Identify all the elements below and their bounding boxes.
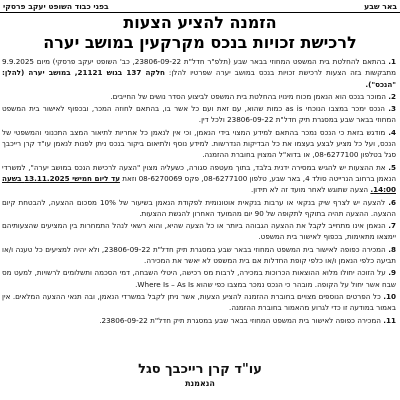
paragraph-text: בהתאם להחלטת בית המשפט המחוזי בבאר שבע (תלפ"ר חדל"ת 23806-09-22, כב' השופט יעקב פרסקי) מיום 9.9.2025 מתבקשות בזה הצעות לרכישת זכויות בנכס במושב יערה שפרטיו להלן:: [2, 57, 396, 78]
paragraph-number: 10.: [383, 291, 396, 301]
paragraph-number: 9.: [388, 268, 396, 278]
paragraph-number: 4.: [388, 127, 396, 137]
paragraph-text: להצעה יש לצרף שיק בנקאי או ערבות בנקאית אוטונומית לפקודת הנאמן בשיעור של 10% מסכום ההצעה, להבטחת קיום ההצעה. ההצעה תהיה בתוקף לתקופה של 90 יום מהמועד האחרון להגשת ההצעות.: [2, 197, 396, 218]
paragraph-4: [2, 127, 396, 161]
paragraph-number: 1.: [388, 57, 396, 66]
paragraph-text: המוכר בנכס הוא הנאמן מכוח מינויו בהחלטת בית המשפט לביצוע הסדר נושים של החייבים.: [110, 91, 386, 101]
paragraph-number: 6.: [388, 197, 396, 207]
paragraph-text-tail: הצעה שתוגש לאחר מועד זה לא תידון.: [250, 185, 369, 195]
paragraph-text: מודגש בזאת כי הנכס נמכר בהתאם למידע המצוי בידי הנאמן, וכי אין לנאמן כל אחריות לתיאור המצב התכנוני והמשפטי של הנכס, ועל כל מציע לבצע בעצמו את כל הבדיקות הנדרשות. למידע נוסף ולתיאום ביקור בנכס ניתן לפנות לנאמן עו"ד קרן רייכבך סגל בטלפון 08-6277100, או בדוא"ל המצוין בחוברת ההזמנה.: [2, 127, 396, 160]
paragraph-number: 11.: [383, 315, 396, 325]
header-bar: [0, 0, 400, 12]
paragraph-text: כל הפרטים הנוספים מצויים בחוברת ההזמנה להציע הצעות, אשר ניתן לקבל במשרדי הנאמן, ובה תנאי ההצעה המלאים. אין באמור במודעה זו כדי לגרוע מהאמור בחוברת ההזמנה.: [2, 291, 396, 313]
property-details: חלקה 137 בגוש 21121, במושב יערה (להלן: "הנכס").: [2, 68, 396, 89]
paragraph-number: 8.: [388, 244, 396, 254]
paragraph-number: 2.: [388, 91, 396, 101]
paragraph-1: [2, 56, 396, 90]
signature-name: עו"ד קרן רייכבך סגל: [138, 362, 262, 377]
signature-role: הנאמנת: [185, 379, 215, 388]
paragraph-2: [2, 91, 396, 102]
paragraph-text: את ההצעות יש להגיש במסירה ידנית בלבד, בתוך מעטפה סגורה, כשעליה מצוין "הצעה לרכישת הנכס במושב יערה", למשרדי הנאמן ברחוב הנרייטה סולד 4, באר שבע, טלפון 08-6277100, פקס 08-6270069 וזאת: [2, 162, 397, 183]
paragraph-9: [2, 267, 396, 290]
title-line-1: הזמנה להציע הצעות: [123, 13, 277, 32]
paragraph-8: [2, 244, 396, 267]
paragraph-7: [2, 220, 396, 243]
paragraph-10: [2, 291, 396, 314]
title-line-2: לרכישת זכויות בנכס מקרקעין במושב יערה: [43, 33, 357, 52]
paragraph-text: הנכס ימכר במצבו הנוכחי as is כמות שהוא, עם זאת ועם כל אשר בו, בהתאם לחוזה המכר, ובכפוף לאישור בית המשפט המחוזי בבאר שבע במסגרת תיק חדל"ת 23806-09-22 ולכל דין.: [2, 104, 396, 125]
paragraph-11: [2, 315, 396, 326]
court-location: באר שבע: [364, 1, 397, 11]
paragraph-3: [2, 103, 396, 126]
paragraph-number: 5.: [388, 162, 396, 172]
judge-line: בפני כבוד השופט יעקב פרסקי: [3, 1, 109, 11]
paragraph-number: 3.: [388, 104, 397, 114]
notice-title: [0, 13, 400, 53]
paragraph-6: [2, 197, 396, 220]
paragraph-5: [2, 162, 396, 196]
paragraph-number: 7.: [388, 221, 396, 231]
submission-deadline: עד ליום חמישי 13.11.2025 בשעה 14:00.: [2, 173, 396, 195]
paragraph-text: המכירה כפופה לאישור בית המשפט המחוזי בבאר שבע במסגרת תיק חדל"ת 23806-09-22, ולא יהיה למציעים כל טענה ו/או תביעה כלפי הנאמן ו/או כלפי קופת החדלות אם בית המשפט לא יאשר את המכירה.: [2, 244, 396, 266]
notice-body: [2, 56, 396, 327]
paragraph-text: על הזוכה יחולו מלוא ההוצאות הכרוכות במכירה, לרבות מס רכישה, היטלי השבחה, דמי הסכמה ותשלומים לרשויות, למעט מס שבח אשר יחול על הקופה. מובהר כי הנכס נמכר במצבו כפי שהוא Where Is – As Is.: [2, 268, 396, 289]
paragraph-text: המכירה כפופה לאישור בית המשפט המחוזי בבאר שבע במסגרת תיק חדל"ת 23806-09-22.: [99, 315, 381, 325]
paragraph-text: הנאמן אינו מתחייב לקבל את ההצעה הגבוהה ביותר או כל הצעה שהיא, והוא רשאי לנהל התמחרות בין המציעים שהצעותיהם יימצאו מתאימות, בכפוף לאישור בית המשפט.: [2, 221, 396, 242]
